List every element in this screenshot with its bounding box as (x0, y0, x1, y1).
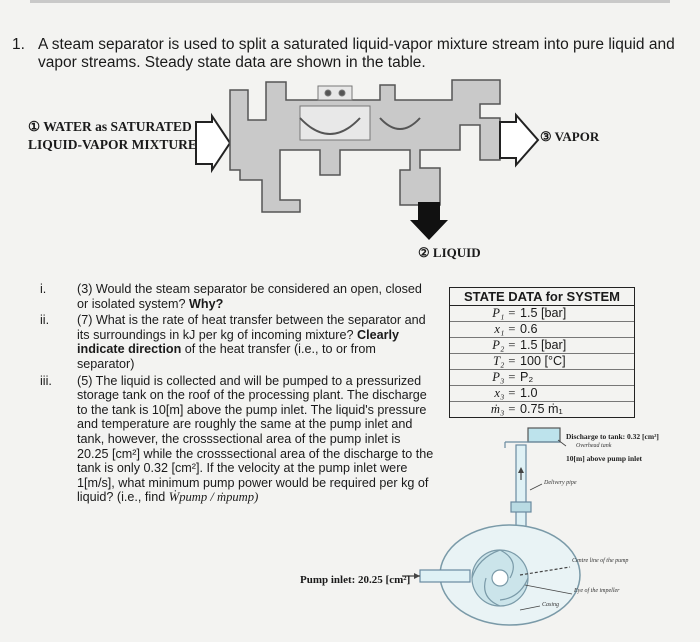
item-text: (3) Would the steam separator be considered an open, closed or isolated system? (77, 282, 422, 311)
state-key: x₃ = (494, 386, 516, 400)
overhead-tank-label: Overhead tank (576, 443, 612, 449)
state-value: 100 [°C] (520, 354, 566, 368)
item-ii (40, 313, 435, 371)
inlet-label (28, 118, 197, 154)
state-value: P₂ (520, 370, 534, 384)
delivery-pipe-label: Delivery pipe (544, 480, 577, 486)
state-value: 1.5 [bar] (520, 338, 567, 352)
question-text: A steam separator is used to split a saturated liquid-vapor mixture stream into pure liquid and vapor streams. Steady state data are shown in the table. (38, 36, 675, 71)
state-key: P₁ = (492, 306, 516, 320)
item-roman: iii. (40, 373, 52, 388)
item-text-tail: of the heat transfer (i.e., to or from separator) (77, 342, 376, 371)
item-text: (5) The liquid is collected and will be pumped to a pressurized storage tank on the roof of the processing plant. The discharge to the tank is 10[m] above the pump inlet. The liquid's pressure and temperature are roughly the same at the pump inlet and tank, however, the crosssectional area of the pump inlet is 20.25 [cm²] while the crosssectional area of the discharge to the tank is only 0.32 [cm²]. If the velocity at the pump inlet were 1[m/s], what minimum pump power would be required per kg of liquid? (i.e., find (77, 373, 434, 505)
table-row (450, 306, 634, 322)
pump-inlet-label: Pump inlet: 20.25 [cm²] (300, 574, 411, 586)
table-row (450, 322, 634, 338)
item-roman: ii. (40, 313, 50, 328)
question-number: 1. (12, 36, 25, 53)
inlet-label-line1: ① WATER as SATURATED (28, 119, 192, 134)
state-key: x₁ = (494, 322, 516, 336)
state-value: 1.0 (520, 386, 538, 400)
discharge-label: Discharge to tank: 0.32 [cm²] (566, 432, 659, 441)
state-value: 0.6 (520, 322, 538, 336)
casing-label: Casing (542, 602, 560, 608)
table-row (450, 402, 634, 417)
state-table-title: STATE DATA for SYSTEM (450, 288, 634, 306)
table-row (450, 370, 634, 386)
state-key: P₂ = (492, 338, 516, 352)
item-text: (7) What is the rate of heat transfer between the separator and its surroundings in kJ per kg of incoming mixture? (77, 313, 426, 342)
table-row (450, 354, 634, 370)
table-row (450, 338, 634, 354)
item-roman: i. (40, 282, 47, 296)
centre-line-label: Centre line of the pump (572, 558, 629, 564)
item-formula: Ẇpump / ṁpump) (168, 490, 259, 505)
height-label: 10[m] above pump inlet (566, 454, 643, 463)
inlet-label-line2: LIQUID-VAPOR MIXTURE (28, 137, 197, 152)
eye-impeller-label: Eye of the impeller (574, 588, 620, 594)
question-items (40, 282, 435, 507)
state-key: P₃ = (492, 370, 516, 384)
vapor-label: ③ VAPOR (540, 129, 600, 144)
state-value: 1.5 [bar] (520, 306, 567, 320)
state-key: ṁ₃ = (490, 402, 516, 416)
liquid-label: ② LIQUID (418, 245, 481, 260)
item-iii (40, 374, 435, 505)
table-row (450, 386, 634, 402)
item-i (40, 282, 435, 311)
state-data-table (449, 287, 635, 418)
item-bold: Why? (189, 296, 224, 311)
state-key: T₂ = (492, 354, 516, 368)
state-value: 0.75 ṁ₁ (520, 402, 563, 416)
item-bold: Clearly indicate direction (77, 327, 399, 357)
